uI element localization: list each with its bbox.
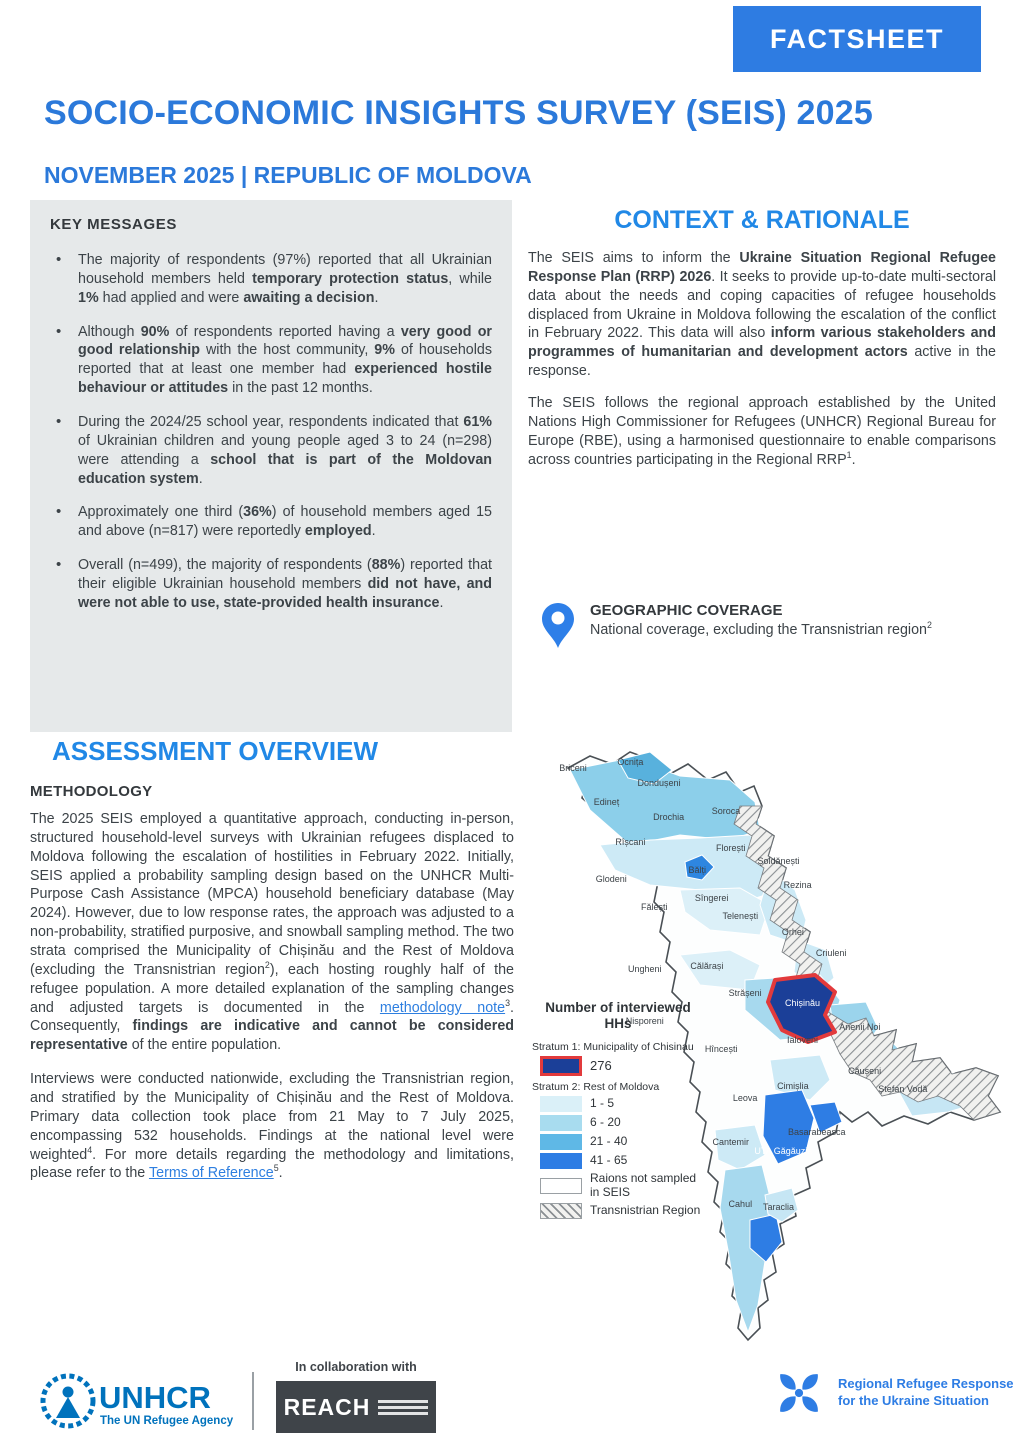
map-raion-label: Soroca <box>711 806 741 817</box>
map-raion-label: Cantemir <box>712 1136 750 1147</box>
map-raion-label: Ocnița <box>617 756 644 767</box>
map-raion-label: Ungheni <box>627 963 662 974</box>
legend-not-sampled-label: Raions not sampled in SEIS <box>590 1171 697 1200</box>
map-raion-label: Ialoveni <box>786 1034 818 1045</box>
svg-text:The UN Refugee Agency: The UN Refugee Agency <box>100 1415 234 1427</box>
rrr-logo-text <box>838 1376 1014 1410</box>
context-heading: CONTEXT & RATIONALE <box>614 206 910 234</box>
map-raion-label: Strășeni <box>728 988 762 999</box>
context-paragraph: The SEIS aims to inform the Ukraine Situation Regional Refugee Response Plan (RRP) 2026. It seeks to provide up-to-date multi-sectoral data about the needs and coping capacities of refugee households displaced from Ukraine in Moldova following the escalation of the conflict in February 2022. This data will also inform various stakeholders and programmes of humanitarian and development actors active in the response. <box>528 250 997 380</box>
legend-transnistria-label: Transnistrian Region <box>590 1202 701 1217</box>
legend-class-swatch <box>540 1096 582 1112</box>
map-raion-label: Bălți <box>688 864 707 875</box>
map-raion-label: Chișinău <box>784 997 820 1008</box>
factsheet-badge <box>733 6 981 72</box>
collaboration-label: In collaboration with <box>295 1360 417 1374</box>
legend-class-row <box>540 1096 704 1112</box>
map-raion-label: Rîșcani <box>615 836 646 847</box>
map-raion-label: Șoldănești <box>757 855 800 866</box>
reach-logo <box>276 1381 436 1433</box>
svg-text:UNHCR: UNHCR <box>99 1380 211 1415</box>
rrr-logo <box>770 1364 1014 1422</box>
context-section <box>528 206 996 482</box>
legend-class-row <box>540 1153 704 1169</box>
legend-stratum1-swatch <box>540 1056 582 1076</box>
legend-class-swatch <box>540 1134 582 1150</box>
inline-link[interactable]: methodology note <box>379 999 506 1016</box>
legend-transnistria-row <box>540 1203 704 1219</box>
map-raion-label: Ștefan Vodă <box>878 1084 928 1095</box>
unhcr-logo <box>35 1366 250 1441</box>
reach-logo-tagline-lines <box>378 1400 428 1415</box>
key-message-item: • Although 90% of respondents reported having a very good or good relationship with the host community, 9% of households reported that at least one member had experienced hostile behaviour or attitudes in the past 12 months. <box>50 323 492 398</box>
legend-title: Number of interviewed HHs <box>545 999 691 1032</box>
geographic-coverage-text: National coverage, excluding the Transnistrian region$^2$ <box>590 620 932 638</box>
methodology-paragraph: The 2025 SEIS employed a quantitative approach, conducting in-person, structured household-level surveys with Ukrainian refugees displaced to Moldova following the escalation of hostilities in February 2022. Initially, SEIS applied a probability sampling design based on the UNHCR Multi-Purpose Cash Assistance (MPCA) household beneficiary database (May 2024). However, due to low response rates, the approach was adjusted to a non-probability, stratified purposive, and snowball sampling method. The two strata comprised the Municipality of Chișinău and the Rest of Moldova (excluding the Transnistrian region$^2$), each hosting roughly half of the refugee population. A more detailed explanation of the sampling changes and adjusted targets is documented in the methodology note$^3$. Consequently, findings are indicative and cannot be considered representative of the entire population. <box>30 811 515 1054</box>
legend-class-row <box>540 1115 704 1131</box>
map-raion-label: Telenești <box>722 911 759 922</box>
moldova-coverage-map <box>530 740 1008 1358</box>
map-raion-label: Edineț <box>593 796 620 807</box>
map-raion-label: Taraclia <box>763 1201 795 1212</box>
geographic-coverage-heading: GEOGRAPHIC COVERAGE <box>590 602 783 619</box>
footer-divider <box>252 1372 254 1430</box>
map-raion-label: Orhei <box>781 926 804 937</box>
map-raion-label: Nisporeni <box>625 1016 664 1027</box>
legend-class-label: 21 - 40 <box>590 1134 628 1149</box>
map-raion-label: Căușeni <box>848 1065 882 1076</box>
key-messages-heading: KEY MESSAGES <box>50 216 177 233</box>
map-raion-label: Briceni <box>559 762 587 773</box>
legend-transnistria-swatch <box>540 1203 582 1219</box>
map-raion-label: Criuleni <box>815 948 847 959</box>
key-message-item: • Overall (n=499), the majority of respondents (88%) reported that their eligible Ukrainian household members did not have, and were not able to use, state-provided health insurance. <box>50 556 492 613</box>
legend-stratum1-value: 276 <box>590 1057 612 1073</box>
map-raion-label: Rezina <box>783 880 812 891</box>
key-message-item: • The majority of respondents (97%) reported that all Ukrainian household members held temporary protection status, while 1% had applied and were awaiting a decision. <box>50 251 492 308</box>
context-paragraph: The SEIS follows the regional approach established by the United Nations High Commissioner for Refugees (UNHCR) Regional Bureau for Europe (RBE), using a harmonised questionnaire to enable comparisons across countries participating in the Regional RRP$^1$. <box>528 395 996 468</box>
map-raion-label: Cahul <box>728 1198 753 1209</box>
legend-class-label: 41 - 65 <box>590 1153 628 1168</box>
map-raion-label: UTA Găgăuzia <box>754 1145 813 1156</box>
legend-class-row <box>540 1134 704 1150</box>
map-raion-label: Basarabeasca <box>788 1127 846 1138</box>
geographic-coverage-section <box>540 602 1000 655</box>
legend-not-sampled-row <box>540 1172 704 1200</box>
map-raion-label: Drochia <box>653 812 685 823</box>
legend-class-label: 1 - 5 <box>590 1096 615 1111</box>
map-raion-label: Călărași <box>690 960 724 971</box>
collaboration-block <box>276 1360 436 1433</box>
assessment-overview-section <box>30 736 514 1198</box>
map-raion-label: Florești <box>715 843 746 854</box>
geographic-coverage-text-block <box>590 602 950 655</box>
map-raion-label: Anenii Noi <box>839 1022 881 1033</box>
key-message-item: • Approximately one third (36%) of household members aged 15 and above (n=817) were reportedly employed. <box>50 503 492 541</box>
map-raion-label: Sîngerei <box>694 892 729 903</box>
key-messages-list <box>50 251 492 613</box>
map-raion-label: Cimișlia <box>777 1081 809 1092</box>
assessment-overview-heading: ASSESSMENT OVERVIEW <box>52 736 379 766</box>
legend-class-label: 6 - 20 <box>590 1115 621 1130</box>
legend-stratum1-label: Stratum 1: Municipality of Chisinau <box>532 1041 694 1054</box>
rrr-logo-line1: Regional Refugee Response <box>838 1376 1014 1392</box>
key-messages-box <box>30 200 512 732</box>
key-message-item: • During the 2024/25 school year, respondents indicated that 61% of Ukrainian children and young people aged 3 to 24 (n=298) were attending a school that is part of the Moldovan education system. <box>50 413 492 488</box>
map-raion-label: Fălești <box>641 901 668 912</box>
factsheet-badge-label: FACTSHEET <box>769 23 944 54</box>
map-raion-label: Dondușeni <box>637 778 681 789</box>
map-raion-label: Hîncești <box>704 1044 738 1054</box>
legend-stratum1-row <box>540 1056 704 1076</box>
methodology-paragraph: Interviews were conducted nationwide, excluding the Transnistrian region, and stratified by the Municipality of Chișinău and the Rest of Moldova. Primary data collection took place from 21 May to 7 July 2025, encompassing 532 households. Findings at the national level were weighted$^4$. For more details regarding the methodology and limitations, please refer to the Terms of Reference$^5$. <box>30 1071 514 1182</box>
rrr-logo-line2: for the Ukraine Situation <box>838 1393 989 1408</box>
location-pin-icon <box>540 602 576 655</box>
rrr-pinwheel-icon <box>770 1364 828 1422</box>
reach-logo-word: REACH <box>283 1393 371 1420</box>
legend-class-swatch <box>540 1115 582 1131</box>
legend-stratum2-label: Stratum 2: Rest of Moldova <box>532 1081 660 1094</box>
page-subtitle: NOVEMBER 2025 | REPUBLIC OF MOLDOVA <box>44 162 532 188</box>
map-raion-label: Leova <box>732 1093 758 1104</box>
legend-class-rows <box>532 1096 704 1169</box>
inline-link[interactable]: Terms of Reference <box>148 1165 274 1182</box>
map-legend <box>532 1000 704 1222</box>
methodology-heading: METHODOLOGY <box>30 783 153 800</box>
page-title: SOCIO-ECONOMIC INSIGHTS SURVEY (SEIS) 2025 <box>44 94 873 132</box>
legend-not-sampled-swatch <box>540 1178 582 1194</box>
footer <box>0 1352 1024 1449</box>
legend-class-swatch <box>540 1153 582 1169</box>
map-raion-label: Glodeni <box>595 874 627 885</box>
